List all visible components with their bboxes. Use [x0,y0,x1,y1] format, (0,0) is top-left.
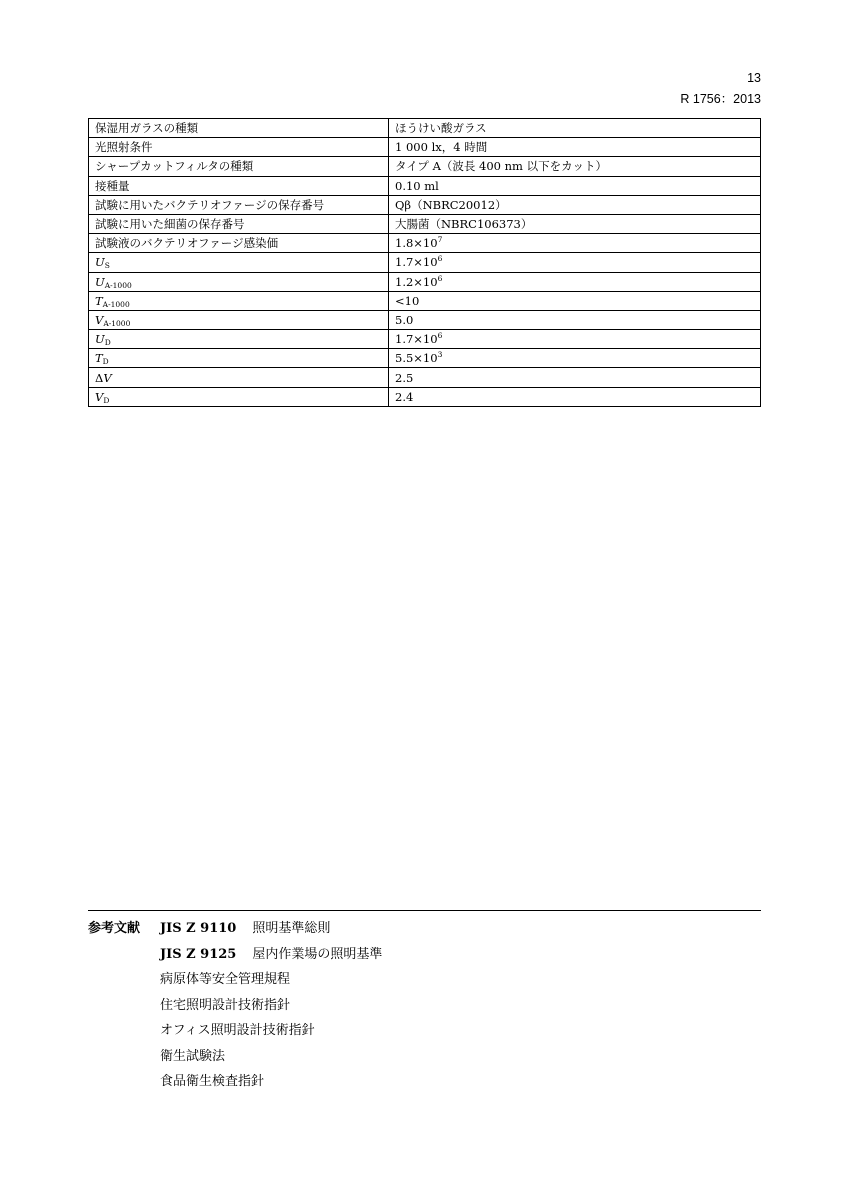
reference-code: JIS Z 9110 [160,921,237,936]
references-divider [88,910,761,911]
table-row [89,234,761,253]
value-mantissa: 1.2×10 [395,274,438,289]
symbol-subscript: A-1000 [103,318,131,328]
table-row [89,310,761,329]
reference-title: オフィス照明設計技術指針 [160,1023,315,1038]
row-value: 2.5 [389,368,761,387]
symbol-subscript: A-1000 [102,299,130,309]
row-symbol [89,387,389,406]
row-value [389,272,761,291]
table-row [89,272,761,291]
symbol: U [95,274,105,289]
reference-item [88,1044,382,1070]
page-number: 13 [747,71,761,85]
symbol: V [95,312,104,327]
symbol-subscript: D [103,395,110,405]
reference-title: 住宅照明設計技術指針 [160,997,291,1013]
row-label: 接種量 [89,176,389,195]
table-row [89,253,761,272]
value-mantissa: 1.7×10 [395,332,438,347]
row-value [389,330,761,349]
reference-item [88,942,382,968]
reference-item [88,916,382,942]
reference-code: JIS Z 9125 [160,946,237,962]
table-row [89,157,761,176]
row-value: 1 000 lx，4 時間 [389,138,761,157]
value-mantissa: 1.7×10 [395,255,438,270]
row-symbol [89,368,389,387]
table-row [89,291,761,310]
symbol: V [95,389,104,404]
references-heading: 参考文献 [88,921,141,936]
table-row [89,119,761,138]
reference-title: 屋内作業場の照明基準 [252,946,383,962]
table-row [89,195,761,214]
row-value [389,253,761,272]
row-value: ほうけい酸ガラス [389,119,761,138]
symbol: T [95,293,103,308]
row-value: 5.0 [389,310,761,329]
symbol-subscript: D [104,338,111,348]
row-value: <10 [389,291,761,310]
row-symbol [89,330,389,349]
table-row [89,176,761,195]
row-label: 試験に用いた細菌の保存番号 [89,214,389,233]
references-section [88,916,382,1095]
symbol: T [95,351,103,366]
reference-title: 病原体等安全管理規程 [160,972,291,987]
value-exponent: 3 [437,350,443,360]
value-exponent: 6 [437,273,443,283]
reference-title: 衛生試験法 [160,1048,226,1064]
row-label: 保湿用ガラスの種類 [89,119,389,138]
reference-item [88,1069,382,1095]
value-mantissa: 1.8×10 [395,236,438,251]
reference-item [88,993,382,1019]
row-symbol [89,310,389,329]
symbol-prefix: Δ [95,370,104,385]
row-symbol [89,349,389,368]
row-label: シャープカットフィルタの種類 [89,157,389,176]
value-mantissa: 5.5×10 [395,351,438,366]
row-value: 0.10 ml [389,176,761,195]
page-header [680,68,761,110]
row-value: タイプ A（波長 400 nm 以下をカット） [389,157,761,176]
reference-title: 照明基準総則 [252,921,331,936]
reference-item [88,967,382,993]
table-row [89,368,761,387]
row-symbol [89,272,389,291]
table-row [89,349,761,368]
document-id: R 1756：2013 [680,92,761,106]
value-exponent: 6 [437,254,443,264]
symbol-subscript: A-1000 [104,280,132,290]
row-symbol [89,253,389,272]
test-conditions-table [88,118,761,407]
row-symbol [89,291,389,310]
symbol-subscript: S [104,261,110,271]
row-label: 試験に用いたバクテリオファージの保存番号 [89,195,389,214]
reference-title: 食品衛生検査指針 [160,1074,265,1089]
row-value: Qβ（NBRC20012） [389,195,761,214]
symbol: V [103,370,112,385]
table-row [89,387,761,406]
table-row [89,214,761,233]
row-value: 2.4 [389,387,761,406]
table-row [89,330,761,349]
row-label: 試験液のバクテリオファージ感染価 [89,234,389,253]
value-exponent: 7 [437,235,443,245]
symbol-subscript: D [102,357,109,367]
row-value [389,349,761,368]
table-row [89,138,761,157]
reference-item [88,1018,382,1044]
row-value [389,234,761,253]
symbol: U [95,255,105,270]
row-label: 光照射条件 [89,138,389,157]
row-value: 大腸菌（NBRC106373） [389,214,761,233]
value-exponent: 6 [437,331,443,341]
symbol: U [95,332,105,347]
